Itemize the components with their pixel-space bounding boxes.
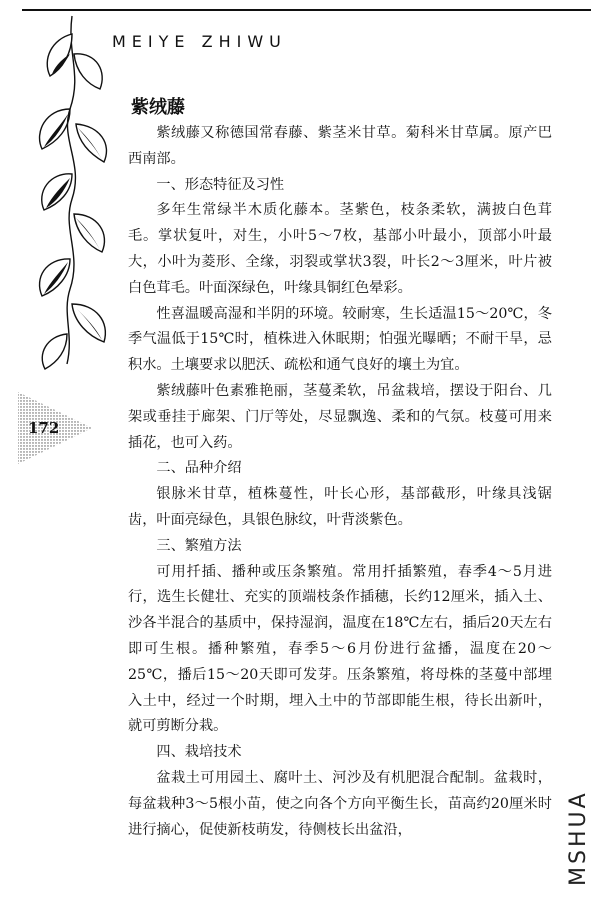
watermark: MSHUA [566, 790, 591, 886]
paragraph: 盆栽土可用园土、腐叶土、河沙及有机肥混合配制。盆栽时，每盆栽种3～5根小苗，使之向各个方向平衡生长，苗高约20厘米时进行摘心，促使新枝萌发，待侧枝长出盆沿， [128, 769, 552, 838]
paragraph: 银脉米甘草，植株蔓性，叶长心形，基部截形，叶缘具浅锯齿，叶面亮绿色，具银色脉纹，叶背淡紫色。 [128, 486, 552, 528]
paragraph: 紫绒藤叶色素雅艳丽，茎蔓柔软，吊盆栽培，摆设于阳台、几架或垂挂于廊架、门厅等处，尽显飘逸、柔和的气氛。枝蔓可用来插花，也可入药。 [128, 382, 552, 451]
section-heading: 三、繁殖方法 [156, 537, 242, 554]
article-body [128, 121, 552, 843]
section-heading: 一、形态特征及习性 [156, 176, 285, 193]
paragraph: 可用扦插、播种或压条繁殖。常用扦插繁殖，春季4～5月进行，选生长健壮、充实的顶端枝条作插穗，长约12厘米，插入土、沙各半混合的基质中，保持湿润，温度在18℃左右，插后20天左右即可生根。播种繁殖，春季5～6月份进行盆播，温度在20～25℃，播后15～20天即可发芽。压条繁殖，将母株的茎蔓中部埋入土中，经过一个时期，埋入土中的节部即能生根，待长出新叶，就可剪断分栽。 [128, 563, 552, 735]
section-heading: 四、栽培技术 [156, 744, 242, 761]
vine-illustration [12, 14, 122, 374]
section-heading: 二、品种介绍 [156, 460, 242, 477]
paragraph: 性喜温暖高湿和半阴的环境。较耐寒，生长适温15～20℃，冬季气温低于15℃时，植株进入休眠期；怕强光曝晒；不耐干旱，忌积水。土壤要求以肥沃、疏松和通气良好的壤土为宜。 [128, 305, 552, 374]
running-header: MEIYE ZHIWU [112, 32, 287, 51]
paragraph: 多年生常绿半木质化藤本。茎紫色，枝条柔软，满披白色茸毛。掌状复叶，对生，小叶5～7枚，基部小叶最小，顶部小叶最大，小叶为菱形、全缘，羽裂或掌状3裂，叶长2～3厘米，叶片被白色茸毛。叶面深绿色，叶缘具铜红色晕彩。 [128, 202, 552, 296]
paragraph: 紫绒藤又称德国常春藤、紫茎米甘草。菊科米甘草属。原产巴西南部。 [128, 125, 552, 167]
article-title: 紫绒藤 [131, 97, 185, 118]
top-rule [22, 9, 591, 11]
page-number: 172 [28, 419, 60, 437]
